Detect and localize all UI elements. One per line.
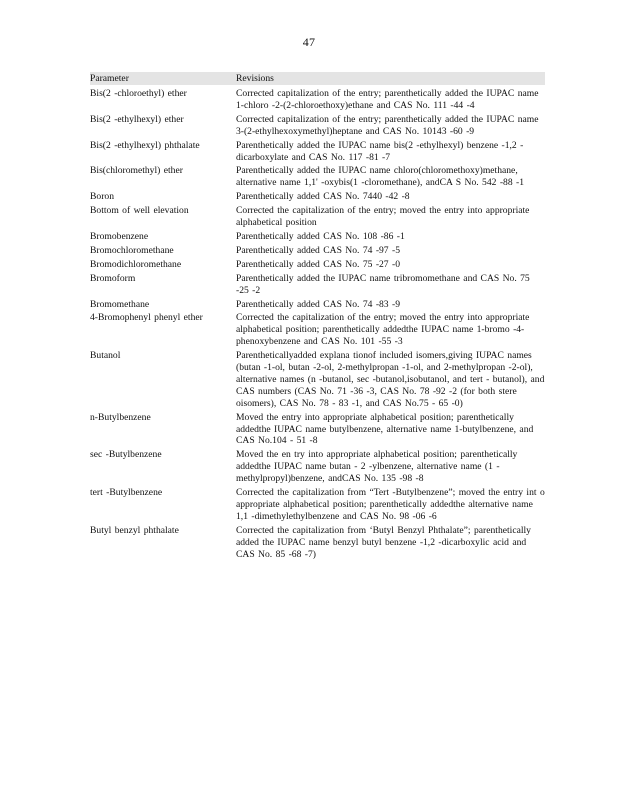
revision-cell: Parenthetically added CAS No. 7440 -42 -8 [236,191,410,203]
revision-cell: Parenthetically added the IUPAC name bis(2 -ethylhexyl) benzene -1,2 -dicarboxylate and CAS No. 117 -81 -7 [236,139,524,163]
revision-cell: Parenthetically added CAS No. 74 -97 -5 [236,244,400,256]
revisions-table [90,72,545,563]
table-row [90,350,545,410]
parameter-cell: sec -Butylbenzene [90,449,162,461]
parameter-cell: Bromoform [90,272,136,284]
revision-cell: Parenthetically added CAS No. 108 -86 -1 [236,230,405,242]
parameter-cell: 4-Bromophenyl phenyl ether [90,312,203,324]
table-row [90,165,545,189]
table-row [90,525,545,561]
table-row [90,449,545,485]
table-row [90,487,545,523]
parameter-cell: Bis(chloromethyl) ether [90,165,183,177]
table-row [90,88,545,112]
table-row [90,191,545,203]
table-row [90,245,545,257]
table-row [90,140,545,164]
table-row [90,273,545,297]
table-row [90,205,545,229]
revision-cell: Parenthetically added the IUPAC name tribromomethane and CAS No. 75 -25 -2 [236,272,530,296]
revision-cell: Parenthetically added CAS No. 74 -83 -9 [236,298,400,310]
parameter-cell: Bis(2 -ethylhexyl) phthalate [90,139,200,151]
parameter-cell: Boron [90,191,114,203]
revision-cell: Moved the entry into appropriate alphabetical position; parenthetically addedthe IUPAC name butylbenzene, alternative name 1-butylbenzene, and CAS No.104 - 51 -8 [236,411,534,447]
page-number: 47 [302,35,316,49]
parameter-cell: Bromomethane [90,298,150,310]
revision-cell: Corrected the capitalization from ‘Butyl Benzyl Phthalate”; parenthetically added the IUPAC name benzyl butyl benzene -1,2 -dicarboxylic acid and CAS No. 85 -68 -7) [236,524,531,560]
revision-cell: Corrected the capitalization of the entry; moved the entry into appropriate alphabetical position; parenthetically addedthe IUPAC name 1-bromo -4-phenoxybenzene and CAS No. 101 -55 -3 [236,312,530,348]
revision-cell: Corrected the capitalization from “Tert -Butylbenzene”; moved the entry int o appropriate alphabetical position; parenthetically addedthe alternative name 1,1 -dimethylethylbenzene and CAS No. 98 -06 -6 [236,487,545,522]
parameter-cell: Bis(2 -ethylhexyl) ether [90,113,184,125]
revision-cell: Moved the en try into appropriate alphabetical position; parenthetically addedthe IUPAC name butan - 2 -ylbenzene, alternative name (1 -methylpropyl)benzene, andCAS No. 135 -98 -8 [236,449,518,485]
revision-cell: Parentheticallyadded explana tionof included isomers,giving IUPAC names (butan -1-ol, butan -2-ol, 2-methylpropan -1-ol, and 2-methylpropan -2-ol), alternative names (n -butanol, sec -butanol,isobutanol, and tert - butanol), and CAS numbers (CAS No. 71 -36 -3, CAS No. 78 -92 -2 (for both stere oisomers), CAS No. 78 - 83 -1, and CAS No.75 - 65 -0) [236,350,545,409]
revision-cell: Parenthetically added CAS No. 75 -27 -0 [236,258,400,270]
revision-cell: Corrected capitalization of the entry; parenthetically added the IUPAC name 1-chloro -2-(2-chloroethoxy)ethane and CAS No. 111 -44 -4 [236,88,539,111]
revision-cell: Corrected capitalization of the entry; parenthetically added the IUPAC name 3-(2-ethylhexoxymethyl)heptane and CAS No. 10143 -60 -9 [236,113,539,137]
table-row [90,259,545,271]
parameter-cell: Bromodichloromethane [90,258,182,270]
table-row [90,114,545,138]
parameter-cell: Butanol [90,350,121,362]
parameter-cell: Bottom of well elevation [90,205,189,217]
revision-cell: Parenthetically added the IUPAC name chloro(chloromethoxy)methane, alternative name 1,1' -oxybis(1 -cloromethane), andCA S No. 542 -88 -1 [236,165,525,189]
parameter-cell: Bis(2 -chloroethyl) ether [90,88,187,99]
parameter-cell: Bromobenzene [90,230,149,242]
parameter-cell: Butyl benzyl phthalate [90,524,179,536]
table-header [90,72,545,85]
table-row [90,231,545,243]
header-revisions: Revisions [236,73,274,84]
header-parameter: Parameter [90,73,129,84]
parameter-cell: n-Butylbenzene [90,411,151,423]
revision-cell: Corrected the capitalization of the entry; moved the entry into appropriate alphabetical position [236,205,530,229]
table-row [90,412,545,448]
parameter-cell: Bromochloromethane [90,244,174,256]
table-row [90,312,545,348]
parameter-cell: tert -Butylbenzene [90,487,163,499]
table-row [90,299,545,311]
